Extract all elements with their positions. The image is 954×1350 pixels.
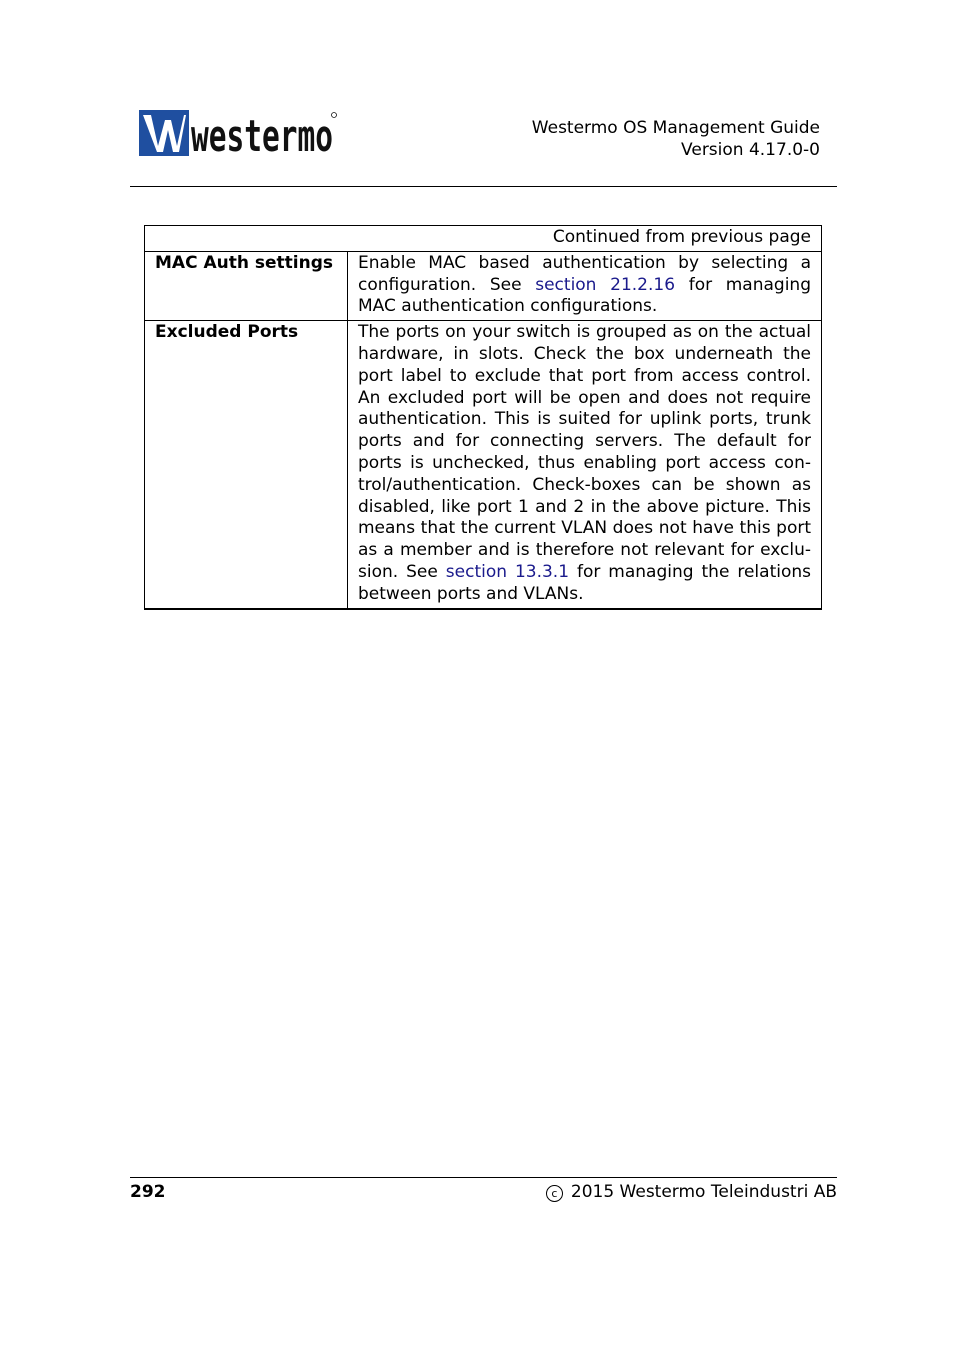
settings-table xyxy=(144,225,822,610)
setting-description xyxy=(348,321,822,609)
table-row xyxy=(145,251,822,320)
westermo-logo xyxy=(139,110,339,162)
guide-title: Westermo OS Management Guide xyxy=(531,118,820,138)
table-row xyxy=(145,321,822,609)
description-text: Enable MAC based authentication by selecting a configuration. See xyxy=(358,252,811,295)
table-continuation-row xyxy=(145,226,822,252)
copyright-text: 2015 Westermo Teleindustri AB xyxy=(570,1182,837,1202)
description-text: for managing MAC authentication configurations. xyxy=(358,274,812,317)
section-link[interactable]: section 21.2.16 xyxy=(535,274,676,295)
description-text: for managing the relations between ports and VLANs. xyxy=(358,561,811,604)
setting-description xyxy=(348,251,822,320)
copyright-icon: c xyxy=(546,1185,563,1202)
page-number: 292 xyxy=(130,1182,166,1202)
footer-divider xyxy=(130,1177,837,1178)
section-link[interactable]: section 13.3.1 xyxy=(445,561,570,582)
setting-term: MAC Auth settings xyxy=(145,251,348,320)
continued-note: Continued from previous page xyxy=(145,226,822,252)
logo-wordmark: westermo xyxy=(191,111,333,162)
document-header xyxy=(532,117,820,161)
description-text: The ports on your switch is grouped as on the actual hardware, in slots. Check the box underneath the port label to exclude that port from access control. An excluded port will be open and does not require authentication. This is suited for uplink ports, trunk ports and for connecting servers. The default for ports is unchecked, thus enabling port access control/authentication. Check-boxes can be shown as disabled, like port 1 and 2 in the above picture. This means that the current VLAN does not have this port as a member and is therefore not relevant for exclusion. See xyxy=(358,322,811,582)
guide-version: Version 4.17.0-0 xyxy=(681,140,820,160)
copyright-notice xyxy=(546,1182,837,1202)
setting-term: Excluded Ports xyxy=(145,321,348,609)
header-divider xyxy=(130,186,837,187)
